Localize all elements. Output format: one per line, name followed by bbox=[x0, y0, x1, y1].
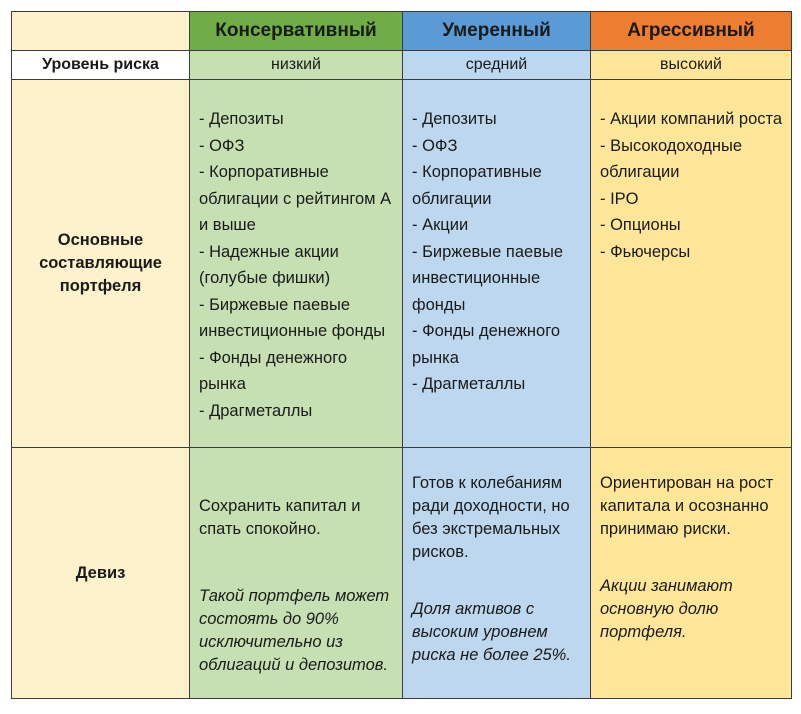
list-item: - Корпоративные облигации с рейтингом А и выше bbox=[199, 163, 392, 234]
list-item: - Депозиты bbox=[412, 110, 497, 128]
list-item: - Драгметаллы bbox=[412, 375, 526, 393]
motto-aggressive-note: Акции занимают основную долю портфеля. bbox=[600, 577, 733, 641]
motto-moderate bbox=[403, 448, 591, 699]
header-corner-cell bbox=[12, 12, 190, 51]
portfolio-comparison-table bbox=[11, 11, 792, 699]
list-item: - Депозиты bbox=[199, 110, 284, 128]
components-moderate-list bbox=[412, 106, 584, 398]
motto-moderate-text: Готов к колебаниям ради доходности, но без экстремальных рисков. bbox=[412, 474, 570, 561]
risk-level-label: Уровень риска bbox=[12, 51, 190, 80]
header-moderate: Умеренный bbox=[403, 12, 591, 51]
list-item: - ОФЗ bbox=[199, 136, 245, 155]
motto-conservative-text: Сохранить капитал и спать спокойно. bbox=[199, 497, 361, 538]
list-item: - Биржевые паевые инвестиционные фонды bbox=[412, 242, 563, 314]
motto-label: Девиз bbox=[12, 448, 190, 699]
risk-level-moderate: средний bbox=[403, 51, 591, 80]
list-item: - Фонды денежного рынка bbox=[199, 348, 348, 393]
list-item: - Акции bbox=[412, 216, 469, 234]
list-item: - Фьючерсы bbox=[600, 242, 691, 261]
list-item: - IPO bbox=[600, 189, 639, 208]
header-aggressive: Агрессивный bbox=[591, 12, 792, 51]
list-item: - Корпоративные облигации bbox=[412, 163, 542, 208]
motto-row bbox=[12, 448, 792, 699]
components-label-text: Основные составляющие портфеля bbox=[39, 231, 162, 295]
motto-aggressive bbox=[591, 448, 792, 699]
motto-conservative-note: Такой портфель может состоять до 90% исключительно из облигаций и депозитов. bbox=[199, 587, 390, 674]
motto-conservative bbox=[190, 448, 403, 699]
risk-level-aggressive: высокий bbox=[591, 51, 792, 80]
header-row bbox=[12, 12, 792, 51]
list-item: - Драгметаллы bbox=[199, 401, 313, 420]
components-row bbox=[12, 80, 792, 448]
list-item: - Надежные акции (голубые фишки) bbox=[199, 242, 339, 287]
list-item: - ОФЗ bbox=[412, 136, 458, 155]
motto-moderate-note: Доля активов с высоким уровнем риска не более 25%. bbox=[412, 600, 571, 664]
risk-level-row bbox=[12, 51, 792, 80]
list-item: - Опционы bbox=[600, 216, 681, 234]
list-item: - Фонды денежного рынка bbox=[412, 322, 561, 367]
components-aggressive bbox=[591, 80, 792, 448]
components-label bbox=[12, 80, 190, 448]
header-conservative: Консервативный bbox=[190, 12, 403, 51]
list-item: - Биржевые паевые инвестиционные фонды bbox=[199, 295, 386, 340]
list-item: - Высокодоходные облигации bbox=[600, 136, 743, 181]
list-item: - Акции компаний роста bbox=[600, 110, 783, 128]
components-conservative bbox=[190, 80, 403, 448]
components-conservative-list bbox=[199, 106, 396, 424]
risk-level-conservative: низкий bbox=[190, 51, 403, 80]
components-moderate bbox=[403, 80, 591, 448]
motto-aggressive-text: Ориентирован на рост капитала и осознанно принимаю риски. bbox=[600, 474, 774, 538]
components-aggressive-list bbox=[600, 106, 785, 265]
